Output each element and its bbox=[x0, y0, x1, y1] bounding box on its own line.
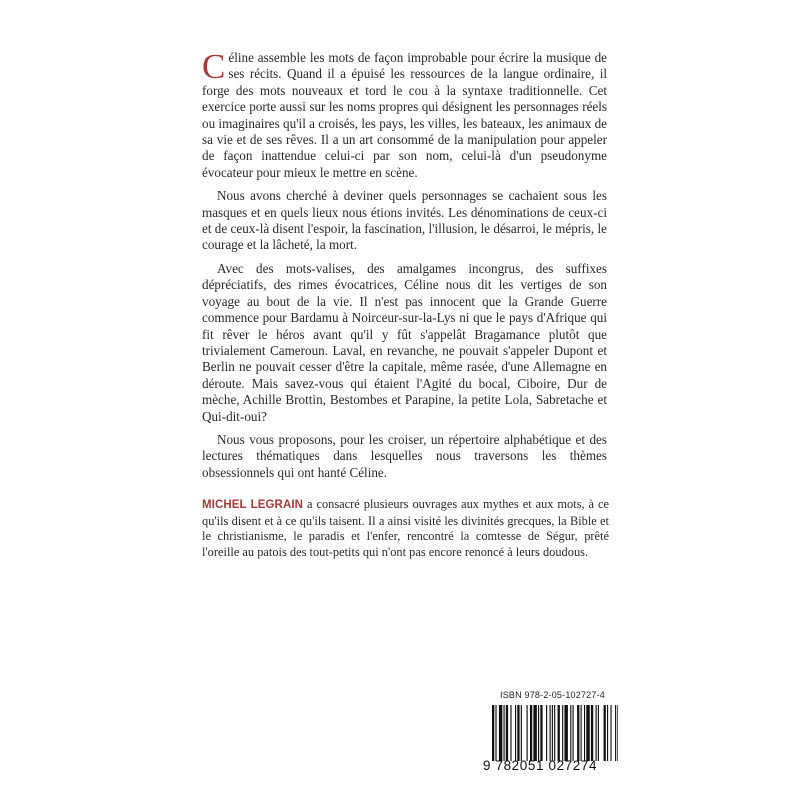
barcode-bar bbox=[533, 705, 536, 761]
barcode-bar bbox=[527, 705, 528, 761]
barcode-block bbox=[480, 690, 628, 788]
barcode-bar bbox=[499, 705, 502, 761]
barcode-bar bbox=[504, 705, 505, 761]
barcode-bar bbox=[564, 705, 567, 761]
blurb-paragraph-3: Avec des mots-valises, des amalgames incongrus, des suffixes dépréciatifs, des rimes évocatrices, Céline nous dit les vertiges de son voyage au bout de la vie. Il n'est pas innocent que la Grande Guerre commence pour Bardamu à Noirceur-sur-la-Lys ni que le pays d'Afrique qui fit rêver le héros avant qu'il y fût s'appelât Bragamance plutôt que trivialement Cameroun. Laval, en revanche, ne pouvait s'appeler Dupont et Berlin ne pouvait cesser d'être la capitale, même rasée, d'une Allemagne en déroute. Mais savez-vous qui étaient l'Agité du bocal, Ciboire, Dur de mèche, Achille Brottin, Bestombes et Parapine, la petite Lola, Sabretache et Qui-dit-oui? bbox=[202, 260, 607, 424]
barcode-bar bbox=[615, 705, 616, 761]
barcode-bar bbox=[540, 705, 542, 761]
barcode-bar bbox=[586, 705, 589, 761]
barcode-image bbox=[492, 705, 618, 761]
barcode-digits: 9 782051 027274 bbox=[483, 758, 598, 773]
blurb-paragraph-4: Nous vous proposons, pour les croiser, un répertoire alphabétique et des lectures thématiques dans lesquelles nous traversons les thèmes obsessionnels qui ont hanté Céline. bbox=[202, 431, 607, 480]
barcode-bar bbox=[573, 705, 574, 761]
barcode-bar bbox=[577, 705, 579, 761]
barcode-bar bbox=[591, 705, 593, 761]
cover-blurb bbox=[202, 47, 607, 488]
barcode-bar bbox=[517, 705, 519, 761]
barcode-bar bbox=[521, 705, 522, 761]
barcode-bar bbox=[552, 705, 553, 761]
barcode-bar bbox=[530, 705, 532, 761]
barcode-bar bbox=[610, 705, 611, 761]
barcode-bar bbox=[584, 705, 585, 761]
barcode-bar bbox=[581, 705, 582, 761]
barcode-bar bbox=[495, 705, 496, 761]
blurb-paragraph-2: Nous avons cherché à deviner quels personnages se cachaient sous les masques et en quels lieux nous étions invités. Les dénominations de ceux-ci et de ceux-là disent l'espoir, la fascination, l'illusion, le désarroi, le mépris, le courage et la lâcheté, la mort. bbox=[202, 188, 607, 253]
drop-cap-letter: C bbox=[202, 47, 226, 86]
barcode-bar bbox=[550, 705, 551, 761]
barcode-bar bbox=[562, 705, 563, 761]
barcode-bar bbox=[617, 705, 618, 761]
barcode-bar bbox=[570, 705, 571, 761]
barcode-bar bbox=[492, 705, 494, 761]
isbn-label: ISBN 978-2-05-102727-4 bbox=[500, 690, 605, 700]
blurb-paragraph-1-text: éline assemble les mots de façon improbable pour écrire la musique de ses récits. Quand il a épuisé les ressources de la langue ordinaire, il forge des mots nouveaux et tord le cou à la syntaxe traditionnelle. Cet exercice porte aussi sur les noms propres qui désignent les personnages réels ou imaginaires qu'il a croisés, les pays, les villes, les bateaux, les animaux de sa vie et de ses rêves. Il a un art consommé de la manipulation pour appeler de façon inattendue celui-ci par son nom, celui-là d'un pseudonyme évocateur pour mieux le mettre en scène. bbox=[202, 50, 607, 180]
barcode-bar bbox=[604, 705, 606, 761]
barcode-bar bbox=[515, 705, 516, 761]
blurb-paragraph-1 bbox=[202, 47, 607, 181]
barcode-bar bbox=[598, 705, 599, 761]
barcode-bar bbox=[558, 705, 560, 761]
barcode-bar bbox=[506, 705, 508, 761]
author-bio-text: a consacré plusieurs ouvrages aux mythes et aux mots, à ce qu'ils disent et à ce qu'ils taisent. Il a ainsi visité les divinités grecques, la Bible et le christianisme, le paradis et l'enfer, rencontré la comtesse de Ségur, prêté l'oreille au patois des tout-petits qui n'ont pas encore renoncé à leurs doudous. bbox=[202, 497, 610, 560]
barcode-bar bbox=[510, 705, 511, 761]
author-bio bbox=[202, 497, 609, 561]
barcode-bar bbox=[554, 705, 555, 761]
barcode-bar bbox=[607, 705, 608, 761]
barcode-bar bbox=[538, 705, 539, 761]
barcode-bar bbox=[596, 705, 597, 761]
barcode-bar bbox=[546, 705, 547, 761]
author-name: MICHEL LEGRAIN bbox=[202, 499, 304, 511]
